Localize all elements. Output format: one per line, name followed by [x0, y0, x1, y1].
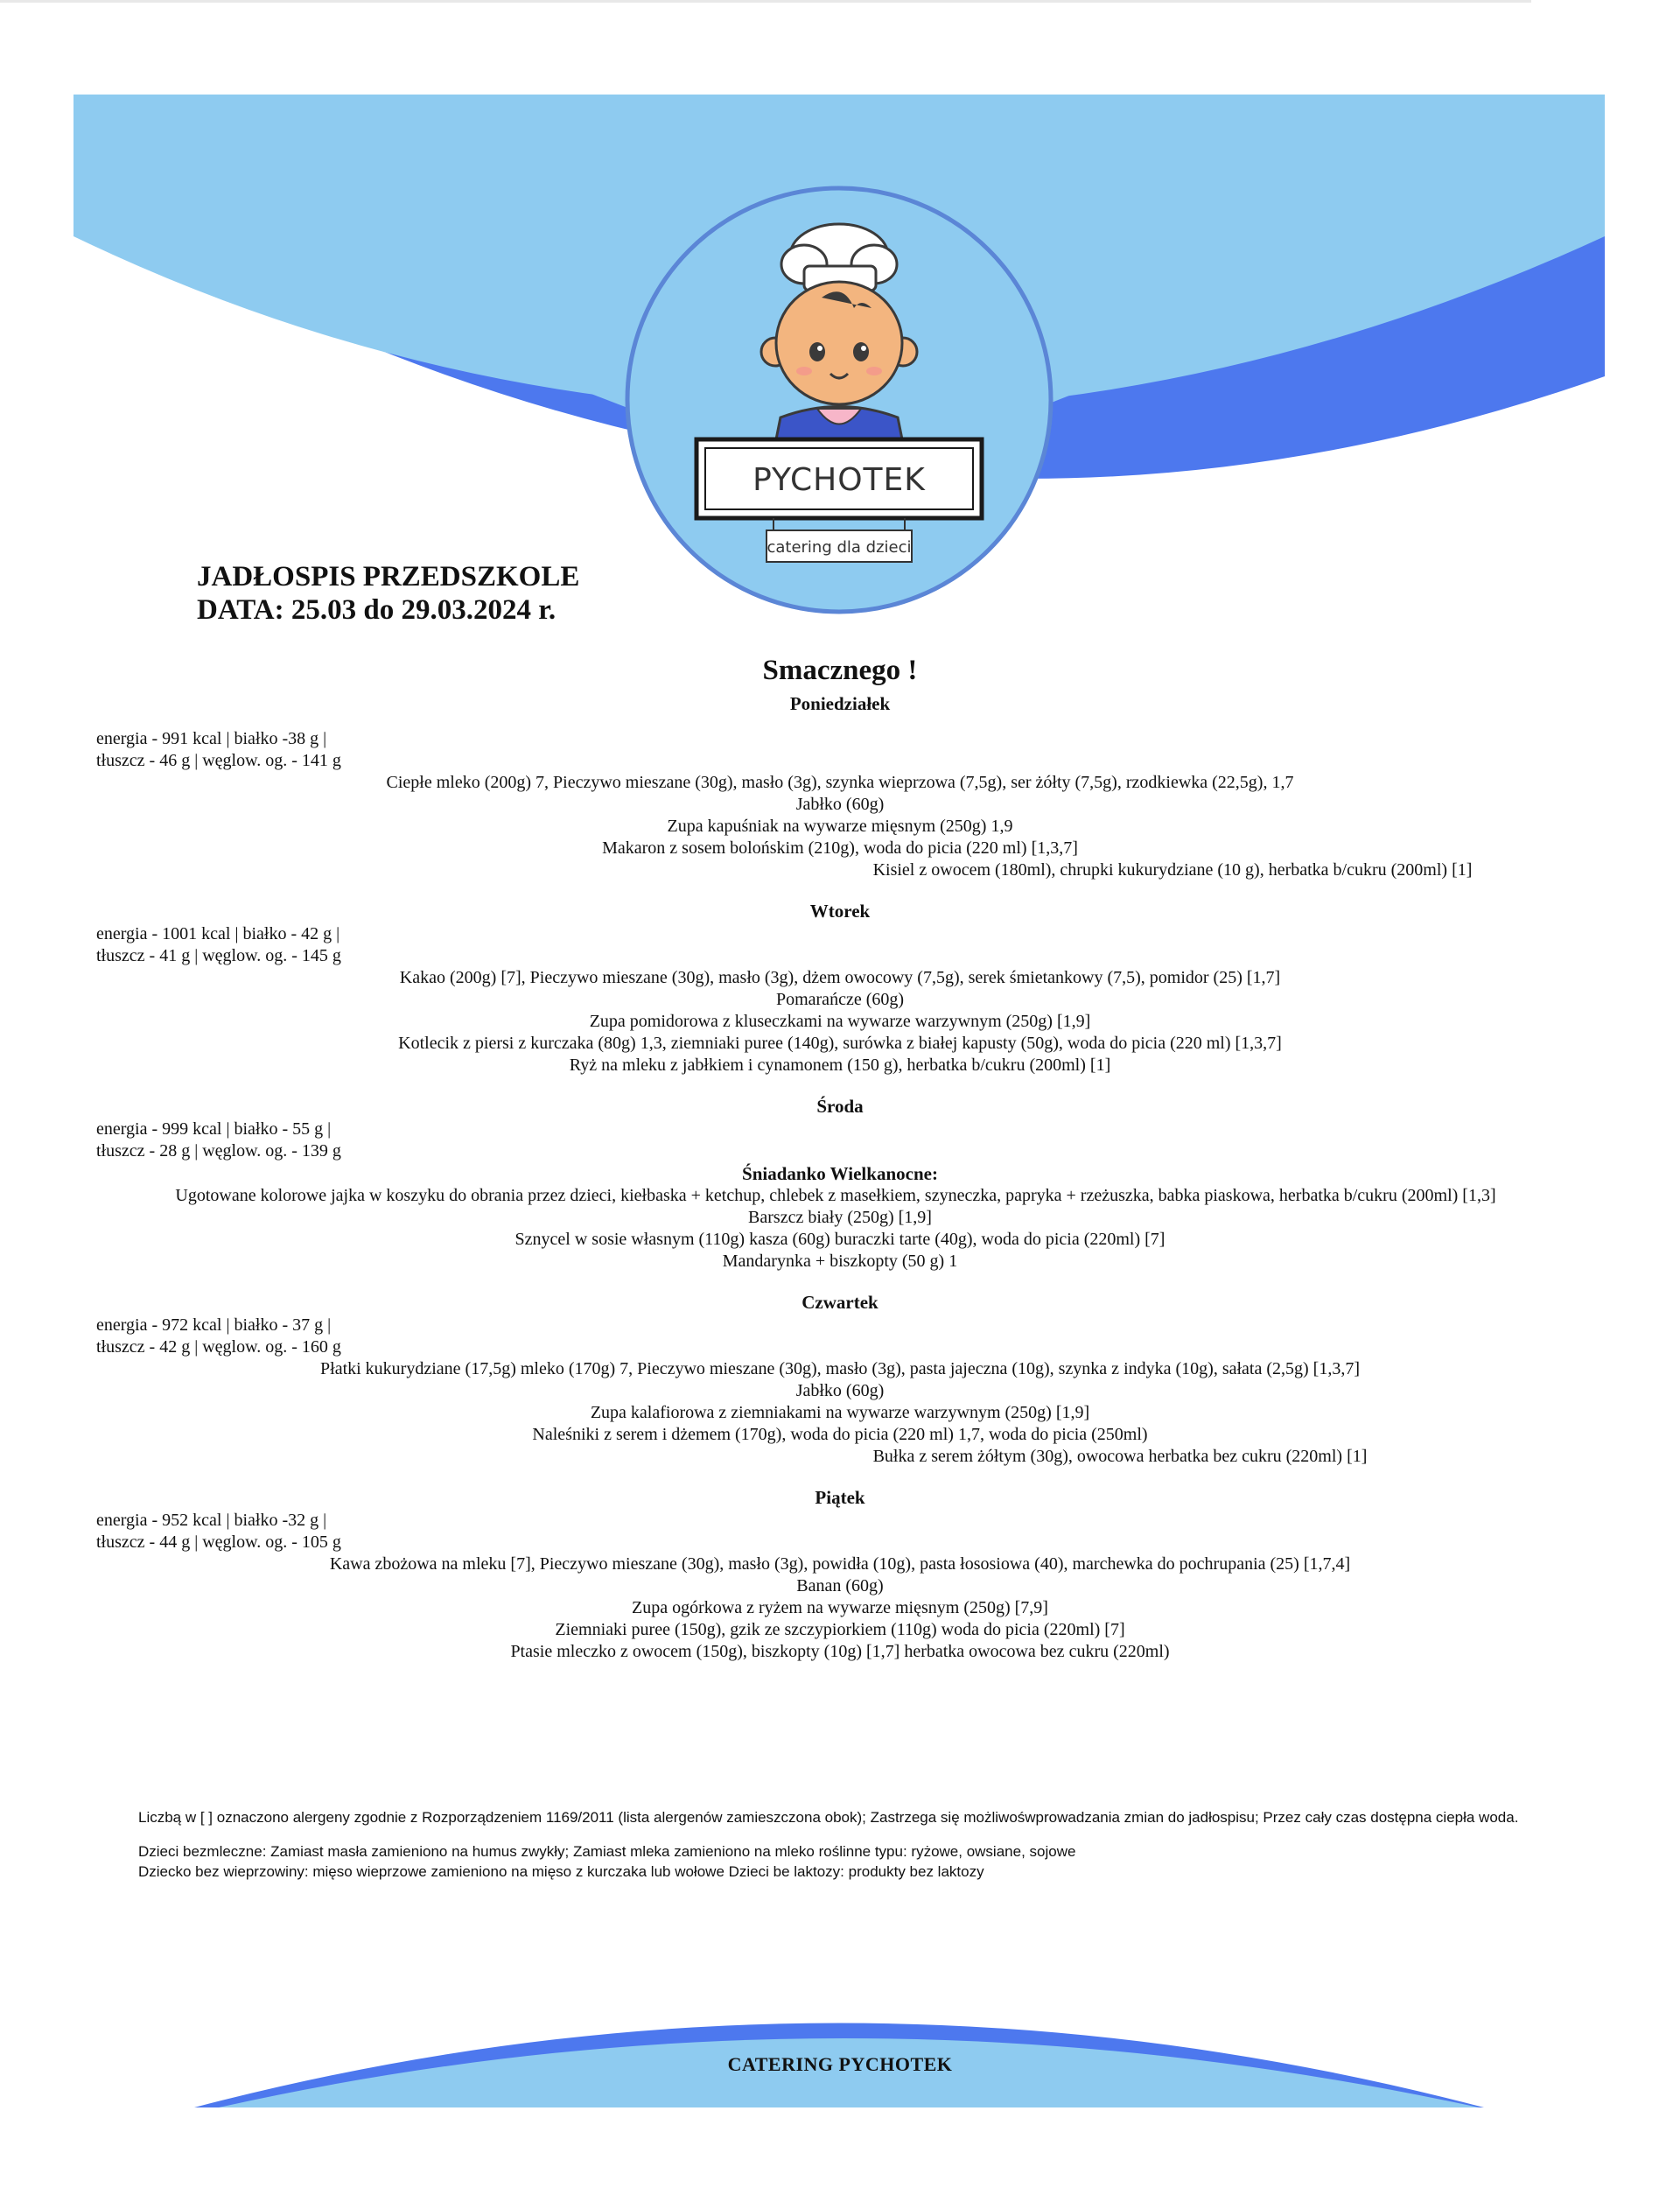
greeting: Smacznego !	[762, 655, 918, 686]
logo-emblem	[625, 186, 1054, 614]
day-name: Czwartek	[802, 1292, 878, 1313]
day-friday	[96, 1485, 1584, 1663]
meal-item: Bułka z serem żółtym (30g), owocowa herbatka bez cukru (220ml) [1]	[872, 1447, 1368, 1466]
nutrition-line: energia - 999 kcal | białko - 55 g |	[96, 1119, 332, 1139]
day-name: Poniedziałek	[789, 693, 891, 714]
meal-item: Zupa pomidorowa z kluseczkami na wywarze warzywnym (250g) [1,9]	[589, 1012, 1091, 1031]
footer-brand: CATERING PYCHOTEK	[727, 2053, 953, 2075]
meal-item: Kisiel z owocem (180ml), chrupki kukurydziane (10 g), herbatka b/cukru (200ml) [1]	[872, 860, 1473, 880]
meal-item: Ziemniaki puree (150g), gzik ze szczypiorkiem (110g) woda do picia (220ml) [7]	[555, 1620, 1125, 1639]
nutrition-line: energia - 952 kcal | białko -32 g |	[96, 1511, 327, 1530]
day-tuesday	[96, 899, 1584, 1076]
menu-notes	[138, 1807, 1547, 1896]
nutrition-line: tłuszcz - 46 g | węglow. og. - 141 g	[96, 751, 341, 770]
allergen-note: Liczbą w [ ] oznaczono alergeny zgodnie z Rozporządzeniem 1169/2011 (lista alergenów zamieszczona obok); Zastrzega się możliwośwprowadzania zmian do jadłospisu; Przez cały czas dostępna ciepła woda.	[138, 1809, 1519, 1826]
meal-item: Sznycel w sosie własnym (110g) kasza (60g) buraczki tarte (40g), woda do picia (220ml) [7]	[514, 1230, 1166, 1249]
meal-item: Naleśniki z serem i dżemem (170g), woda do picia (220 ml) 1,7, woda do picia (250ml)	[532, 1425, 1148, 1444]
meal-item: Płatki kukurydziane (17,5g) mleko (170g) 7, Pieczywo mieszane (30g), masło (3g), pasta jajeczna (10g), szynka z indyka (10g), sałata (2,5g) [1,3,7]	[320, 1359, 1360, 1378]
nutrition-line: tłuszcz - 44 g | węglow. og. - 105 g	[96, 1532, 341, 1552]
meal-item: Kakao (200g) [7], Pieczywo mieszane (30g), masło (3g), dżem owocowy (7,5g), serek śmietankowy (7,5), pomidor (25) [1,7]	[399, 968, 1281, 987]
day-name: Piątek	[815, 1487, 865, 1508]
date-label: DATA:	[197, 594, 284, 626]
meal-item: Ptasie mleczko z owocem (150g), biszkopty (10g) [1,7] herbatka owocowa bez cukru (220ml)	[510, 1642, 1170, 1661]
meal-item: Jabłko (60g)	[795, 1381, 885, 1400]
meal-item: Zupa kapuśniak na wywarze mięsnym (250g) 1,9	[667, 817, 1013, 836]
nutrition-line: energia - 991 kcal | białko -38 g |	[96, 729, 327, 748]
no-pork-note: Dziecko bez wieprzowiny: mięso wieprzowe zamieniono na mięso z kurczaka lub wołowe Dzieci be laktozy: produkty bez laktozy	[138, 1863, 984, 1880]
meal-item: Ryż na mleku z jabłkiem i cynamonem (150 g), herbatka b/cukru (200ml) [1]	[569, 1055, 1111, 1075]
meal-item: Barszcz biały (250g) [1,9]	[748, 1208, 932, 1227]
nutrition-line: energia - 1001 kcal | białko - 42 g |	[96, 924, 340, 943]
menu-title: JADŁOSPIS PRZEDSZKOLE	[197, 561, 580, 593]
meal-item: Pomarańcze (60g)	[775, 990, 905, 1009]
meal-item: Kawa zbożowa na mleku [7], Pieczywo mieszane (30g), masło (3g), powidła (10g), pasta łososiowa (40), marchewka do pochrupania (25) [1,7,4]	[329, 1554, 1351, 1574]
date-value: 25.03 do 29.03.2024 r.	[290, 594, 556, 626]
meal-item: Ciepłe mleko (200g) 7, Pieczywo mieszane (30g), masło (3g), szynka wieprzowa (7,5g), ser żółty (7,5g), rzodkiewka (22,5g), 1,7	[386, 773, 1294, 792]
menu-title-block	[197, 560, 579, 627]
day-wednesday	[96, 1094, 1584, 1273]
menu-date	[197, 593, 579, 627]
logo-name: PYCHOTEK	[752, 462, 926, 498]
nutrition-line: energia - 972 kcal | białko - 37 g |	[96, 1315, 332, 1335]
day-monday	[96, 691, 1584, 881]
day-thursday	[96, 1290, 1584, 1468]
meal-item: Makaron z sosem bolońskim (210g), woda do picia (220 ml) [1,3,7]	[602, 838, 1078, 858]
meal-item: Kotlecik z piersi z kurczaka (80g) 1,3, ziemniaki puree (140g), surówka z białej kapusty (50g), woda do picia (220 ml) [1,3,7]	[398, 1034, 1282, 1053]
day-name: Środa	[816, 1096, 864, 1117]
weekly-menu	[96, 691, 1584, 1680]
nutrition-line: tłuszcz - 28 g | węglow. og. - 139 g	[96, 1141, 341, 1161]
meal-item: Zupa ogórkowa z ryżem na wywarze mięsnym (250g) [7,9]	[632, 1598, 1048, 1617]
meal-item: Mandarynka + biszkopty (50 g) 1	[722, 1252, 958, 1271]
meal-item: Jabłko (60g)	[795, 795, 885, 814]
dairy-free-note: Dzieci bezmleczne: Zamiast masła zamieniono na humus zwykły; Zamiast mleka zamieniono na mleko roślinne typu: ryżowe, owsiane, sojowe	[138, 1843, 1076, 1860]
meal-item: Zupa kalafiorowa z ziemniakami na wywarze warzywnym (250g) [1,9]	[590, 1403, 1090, 1422]
day-name: Wtorek	[809, 901, 871, 922]
special-meal-title: Śniadanko Wielkanocne:	[742, 1163, 938, 1184]
nutrition-line: tłuszcz - 41 g | węglow. og. - 145 g	[96, 946, 341, 965]
logo-tagline: catering dla dzieci	[766, 538, 912, 557]
meal-item: Banan (60g)	[796, 1576, 884, 1595]
nutrition-line: tłuszcz - 42 g | węglow. og. - 160 g	[96, 1337, 341, 1357]
special-meal-text: Ugotowane kolorowe jajka w koszyku do obrania przez dzieci, kiełbaska + ketchup, chlebek z masełkiem, szyneczka, papryka + rzeżuszka, babka piaskowa, herbatka b/cukru (200ml) [1,3]	[175, 1186, 1496, 1205]
